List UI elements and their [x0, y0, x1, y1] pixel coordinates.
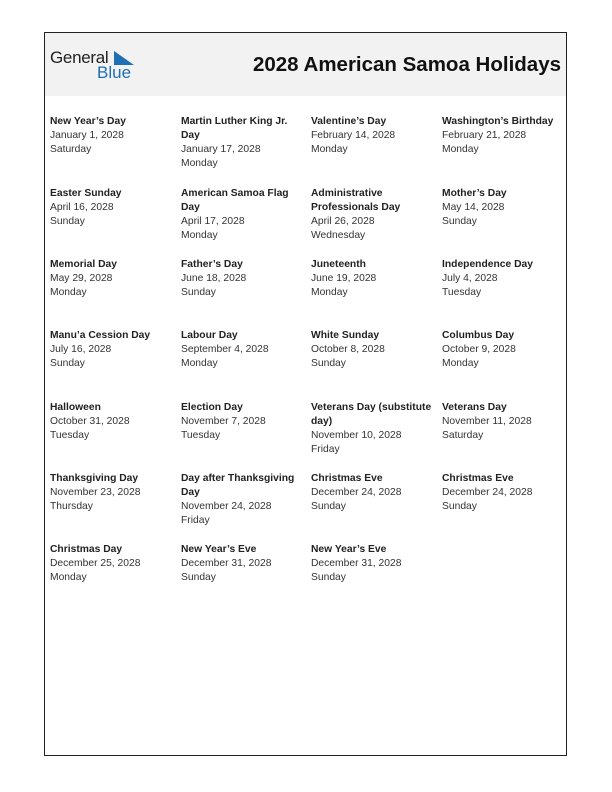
holiday-date: December 24, 2028	[442, 487, 533, 498]
holiday-entry	[50, 187, 174, 229]
holiday-name: Columbus Day	[442, 330, 515, 341]
holiday-name: White Sunday	[311, 330, 380, 341]
holiday-date: February 21, 2028	[442, 130, 527, 141]
holiday-entry	[50, 472, 174, 514]
holiday-date: January 1, 2028	[50, 130, 124, 141]
holiday-entry	[181, 401, 305, 443]
holiday-date: July 16, 2028	[50, 344, 112, 355]
holiday-date: October 8, 2028	[311, 344, 385, 355]
holiday-name: Martin Luther King Jr. Day	[181, 116, 288, 141]
holiday-date: December 31, 2028	[311, 558, 402, 569]
holiday-weekday: Monday	[50, 572, 87, 583]
holiday-weekday: Sunday	[50, 358, 85, 369]
holiday-entry	[181, 543, 305, 585]
holiday-entry	[181, 472, 305, 528]
holiday-date: February 14, 2028	[311, 130, 396, 141]
holiday-entry	[311, 115, 435, 157]
holiday-weekday: Friday	[181, 515, 210, 526]
holiday-name: Manu’a Cession Day	[50, 330, 151, 341]
holiday-weekday: Monday	[311, 287, 348, 298]
holiday-weekday: Monday	[181, 358, 218, 369]
holiday-date: September 4, 2028	[181, 344, 269, 355]
holiday-date: November 23, 2028	[50, 487, 141, 498]
holiday-entry	[50, 115, 174, 157]
holiday-entry	[442, 258, 566, 300]
holiday-date: December 24, 2028	[311, 487, 402, 498]
holiday-name: Memorial Day	[50, 259, 117, 270]
holiday-entry	[50, 543, 174, 585]
holiday-date: January 17, 2028	[181, 144, 261, 155]
holiday-name: Thanksgiving Day	[50, 473, 139, 484]
holiday-weekday: Monday	[181, 158, 218, 169]
holiday-entry	[442, 401, 566, 443]
holiday-name: Halloween	[50, 402, 101, 413]
holiday-weekday: Monday	[181, 230, 218, 241]
holiday-name: Christmas Eve	[442, 473, 514, 484]
holiday-weekday: Monday	[311, 144, 348, 155]
holiday-weekday: Monday	[442, 358, 479, 369]
holiday-name: American Samoa Flag Day	[181, 188, 289, 213]
holiday-name: Juneteenth	[311, 259, 366, 270]
holiday-date: June 18, 2028	[181, 273, 247, 284]
holiday-entry	[181, 258, 305, 300]
holiday-date: October 31, 2028	[50, 416, 130, 427]
holiday-date: April 17, 2028	[181, 216, 245, 227]
holiday-date: April 26, 2028	[311, 216, 375, 227]
holiday-weekday: Tuesday	[442, 287, 482, 298]
holiday-name: Labour Day	[181, 330, 238, 341]
holiday-entry	[181, 329, 305, 371]
holiday-weekday: Sunday	[442, 501, 477, 512]
logo-general-text: General	[50, 48, 109, 67]
holiday-date: July 4, 2028	[442, 273, 498, 284]
holiday-date: November 10, 2028	[311, 430, 402, 441]
holiday-weekday: Saturday	[442, 430, 484, 441]
holiday-name: Election Day	[181, 402, 243, 413]
holiday-entry	[311, 472, 435, 514]
holiday-name: Valentine’s Day	[311, 116, 387, 127]
holiday-date: December 31, 2028	[181, 558, 272, 569]
holiday-date: November 7, 2028	[181, 416, 266, 427]
holiday-name: Veterans Day (substitute day)	[311, 402, 432, 427]
holiday-weekday: Tuesday	[50, 430, 90, 441]
holiday-name: Father’s Day	[181, 259, 243, 270]
holiday-weekday: Sunday	[181, 287, 216, 298]
holiday-name: Day after Thanksgiving Day	[181, 473, 295, 498]
holiday-date: November 24, 2028	[181, 501, 272, 512]
holiday-name: New Year’s Eve	[311, 544, 387, 555]
holiday-entry	[442, 329, 566, 371]
holiday-name: Mother’s Day	[442, 188, 507, 199]
page-title: 2028 American Samoa Holidays	[252, 53, 561, 76]
holiday-date: October 9, 2028	[442, 344, 516, 355]
holiday-entry	[311, 401, 435, 457]
holiday-weekday: Wednesday	[311, 230, 366, 241]
holiday-date: December 25, 2028	[50, 558, 141, 569]
holiday-name: New Year’s Eve	[181, 544, 257, 555]
holiday-weekday: Friday	[311, 444, 340, 455]
holiday-entry	[442, 115, 566, 157]
holiday-name: Independence Day	[442, 259, 533, 270]
holiday-entry	[181, 115, 305, 171]
holiday-weekday: Sunday	[311, 358, 346, 369]
page-frame	[44, 32, 567, 756]
holiday-entry	[50, 329, 174, 371]
header-band	[45, 33, 566, 96]
logo-blue-text: Blue	[97, 63, 132, 82]
holiday-entry	[50, 401, 174, 443]
holiday-name: Easter Sunday	[50, 188, 122, 199]
holiday-entry	[50, 258, 174, 300]
holiday-name: Christmas Day	[50, 544, 123, 555]
holiday-entry	[181, 187, 305, 243]
holiday-entry	[311, 258, 435, 300]
holiday-weekday: Sunday	[311, 572, 346, 583]
holiday-date: April 16, 2028	[50, 202, 114, 213]
holiday-entry	[311, 187, 435, 243]
holiday-name: Christmas Eve	[311, 473, 383, 484]
holiday-date: June 19, 2028	[311, 273, 377, 284]
holiday-weekday: Monday	[442, 144, 479, 155]
holiday-weekday: Saturday	[50, 144, 92, 155]
holiday-name: Washington’s Birthday	[442, 116, 554, 127]
logo	[50, 49, 140, 85]
holiday-weekday: Tuesday	[181, 430, 221, 441]
holiday-name: Veterans Day	[442, 402, 507, 413]
holiday-date: May 14, 2028	[442, 202, 505, 213]
holiday-name: Administrative Professionals Day	[311, 188, 401, 213]
holiday-entry	[311, 543, 435, 585]
holiday-date: November 11, 2028	[442, 416, 532, 427]
holiday-weekday: Sunday	[442, 216, 477, 227]
holiday-weekday: Sunday	[50, 216, 85, 227]
holiday-entry	[442, 187, 566, 229]
holiday-weekday: Sunday	[181, 572, 216, 583]
holiday-weekday: Thursday	[50, 501, 93, 512]
holiday-name: New Year’s Day	[50, 116, 126, 127]
holiday-weekday: Monday	[50, 287, 87, 298]
holiday-entry	[311, 329, 435, 371]
holiday-weekday: Sunday	[311, 501, 346, 512]
holiday-date: May 29, 2028	[50, 273, 113, 284]
holiday-entry	[442, 472, 566, 514]
